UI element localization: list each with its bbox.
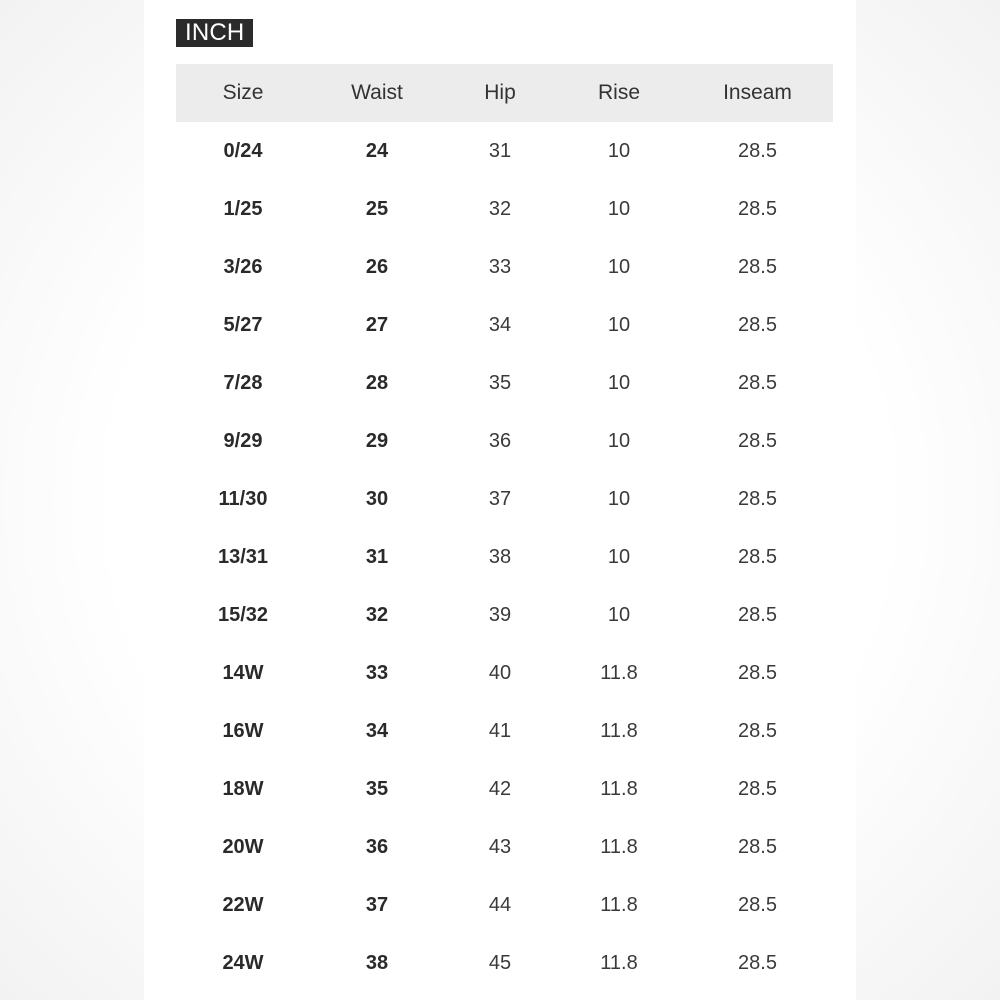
table-row [176,702,833,760]
size-chart-card [144,0,856,1000]
cell-hip: 36 [488,429,512,452]
cell-rise: 11.8 [600,835,638,858]
cell-inseam: 28.5 [738,719,777,742]
cell-rise: 10 [607,603,631,626]
cell-size: 11/30 [218,487,268,510]
cell-inseam: 28.5 [738,487,777,510]
table-row [176,470,833,528]
cell-hip: 37 [488,487,512,510]
cell-size: 0/24 [223,139,263,162]
table-row [176,238,833,296]
cell-rise: 10 [607,139,631,162]
cell-rise: 10 [607,429,631,452]
cell-hip: 34 [488,313,512,336]
cell-hip: 40 [488,661,512,684]
cell-rise: 11.8 [600,777,638,800]
header-inseam: Inseam [723,81,792,104]
cell-hip: 33 [488,255,512,278]
cell-inseam: 28.5 [738,951,777,974]
cell-inseam: 28.5 [738,603,777,626]
cell-inseam: 28.5 [738,429,777,452]
table-row [176,876,833,934]
cell-size: 16W [222,719,264,742]
cell-hip: 39 [488,603,512,626]
table-row [176,180,833,238]
table-row [176,934,833,992]
table-row [176,296,833,354]
cell-size: 20W [222,835,264,858]
cell-size: 7/28 [223,371,263,394]
cell-hip: 41 [488,719,512,742]
cell-rise: 10 [607,487,631,510]
cell-inseam: 28.5 [738,313,777,336]
cell-rise: 11.8 [600,893,638,916]
cell-inseam: 28.5 [738,777,777,800]
cell-size: 14W [222,661,264,684]
cell-size: 22W [222,893,264,916]
cell-hip: 32 [488,197,512,220]
cell-size: 1/25 [223,197,263,220]
cell-inseam: 28.5 [738,835,777,858]
cell-waist: 28 [365,371,389,394]
table-row [176,760,833,818]
cell-size: 3/26 [223,255,263,278]
cell-waist: 24 [365,139,389,162]
cell-inseam: 28.5 [738,255,777,278]
size-chart-table [176,64,833,992]
cell-rise: 10 [607,255,631,278]
header-row [176,64,833,122]
cell-hip: 35 [488,371,512,394]
table-row [176,354,833,412]
cell-waist: 32 [365,603,389,626]
table-header [176,64,833,122]
cell-rise: 11.8 [600,719,638,742]
cell-waist: 38 [365,951,389,974]
cell-waist: 25 [365,197,389,220]
cell-size: 9/29 [223,429,263,452]
cell-size: 5/27 [223,313,263,336]
cell-waist: 36 [365,835,389,858]
cell-inseam: 28.5 [738,139,777,162]
header-rise: Rise [597,81,640,104]
cell-inseam: 28.5 [738,197,777,220]
table-row [176,586,833,644]
cell-waist: 26 [365,255,389,278]
cell-size: 24W [222,951,264,974]
table-row [176,122,833,180]
cell-hip: 43 [488,835,512,858]
table-row [176,412,833,470]
cell-hip: 45 [488,951,512,974]
cell-inseam: 28.5 [738,371,777,394]
cell-size: 18W [222,777,264,800]
header-hip: Hip [484,81,516,104]
cell-rise: 10 [607,313,631,336]
cell-rise: 11.8 [600,951,638,974]
cell-waist: 35 [365,777,389,800]
cell-waist: 37 [365,893,389,916]
cell-rise: 11.8 [600,661,638,684]
header-waist: Waist [351,81,403,104]
cell-waist: 31 [365,545,389,568]
cell-hip: 42 [488,777,512,800]
cell-hip: 38 [488,545,512,568]
unit-label: INCH [176,19,253,47]
table-row [176,818,833,876]
cell-waist: 30 [365,487,389,510]
cell-size: 15/32 [217,603,269,626]
cell-inseam: 28.5 [738,893,777,916]
cell-waist: 29 [365,429,389,452]
cell-rise: 10 [607,371,631,394]
cell-inseam: 28.5 [738,545,777,568]
table-body [176,122,833,992]
cell-rise: 10 [607,197,631,220]
cell-waist: 33 [365,661,389,684]
header-size: Size [222,81,264,104]
table-row [176,528,833,586]
cell-waist: 34 [365,719,389,742]
cell-hip: 44 [488,893,512,916]
table-row [176,644,833,702]
cell-rise: 10 [607,545,631,568]
cell-hip: 31 [488,139,512,162]
cell-inseam: 28.5 [738,661,777,684]
cell-size: 13/31 [217,545,269,568]
cell-waist: 27 [365,313,389,336]
